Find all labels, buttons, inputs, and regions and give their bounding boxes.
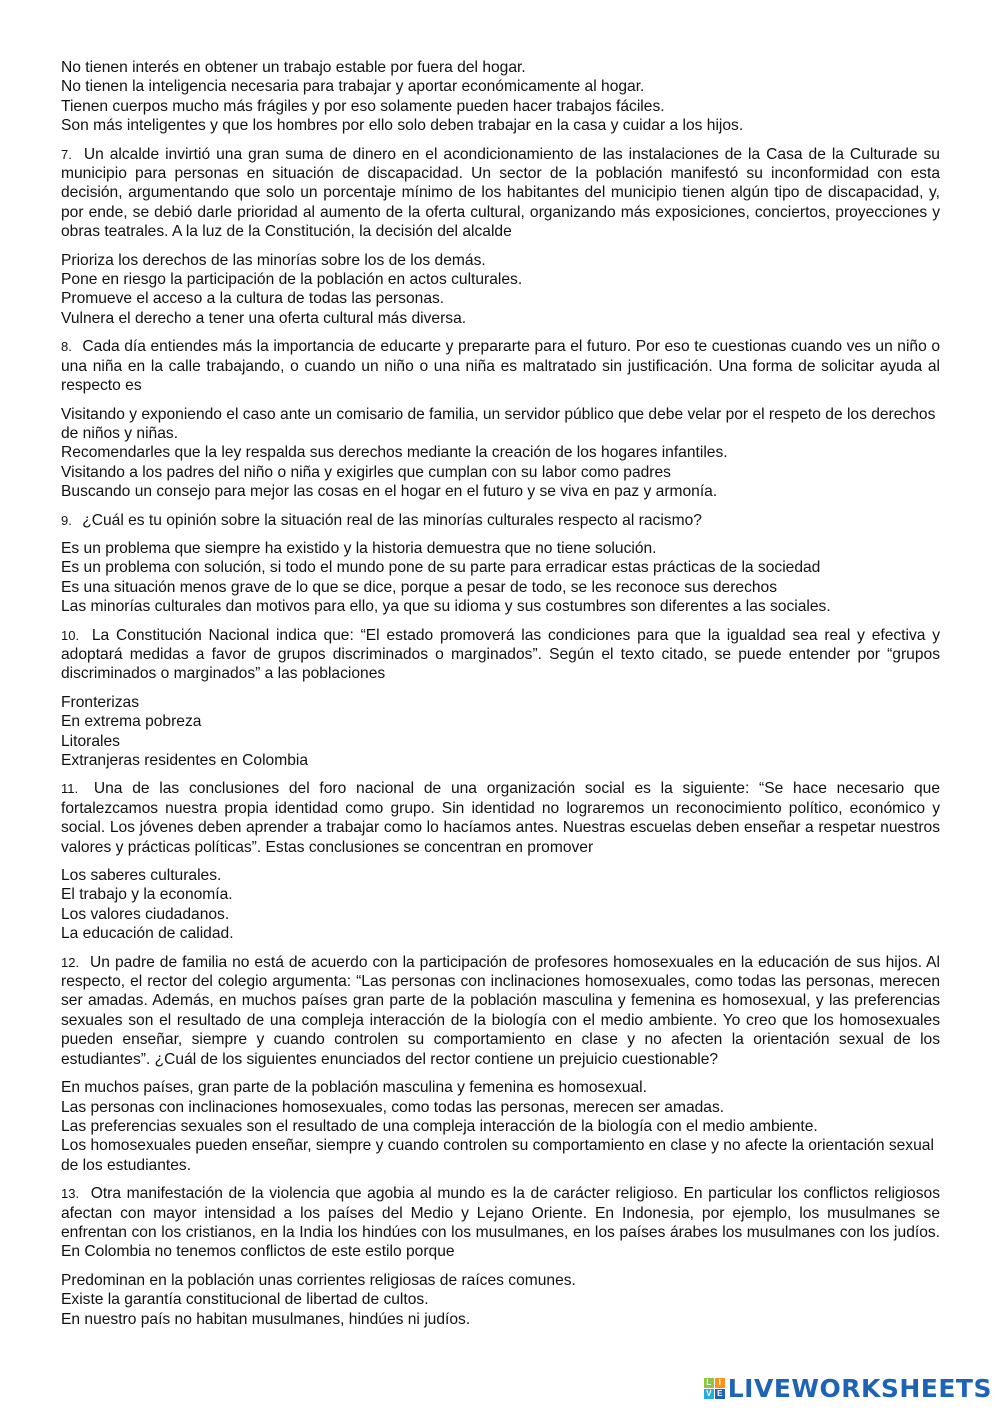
liveworksheets-logo-icon	[704, 1378, 725, 1399]
question-13-text: Otra manifestación de la violencia que agobia al mundo es la de carácter religioso. En particular los conflictos religiosos afectan con mayor intensidad a los países del Medio y Lejano Oriente. En Indonesia, por ejemplo, los musulmanes se enfrentan con los cristianos, en la India los hindúes con los musulmanes, en los países árabes los musulmanes con los judíos. En Colombia no tenemos conflictos de este estilo porque	[61, 1185, 940, 1261]
question-12	[61, 953, 940, 1069]
option-13-1: Predominan en la población unas corrientes religiosas de raíces comunes.	[61, 1271, 576, 1289]
option-intro-4: Son más inteligentes y que los hombres por ello solo deben trabajar en la casa y cuidar a los hijos.	[61, 117, 744, 135]
question-12-options	[61, 1078, 940, 1175]
question-11-text: Una de las conclusiones del foro nacional de una organización social es la siguiente: “Se hace necesario que fortalezcamos nuestra propia identidad como grupo. Sin identidad no lograremos un reconocimiento político, económico y social. Los jóvenes deben aprender a trabajar como lo hacíamos antes. Nuestras escuelas deben enseñar a respetar nuestros valores y prácticas políticas”. Estas conclusiones se concentran en promover	[61, 780, 940, 856]
option-12-1: En muchos países, gran parte de la población masculina y femenina es homosexual.	[61, 1079, 647, 1097]
question-13-options	[61, 1271, 940, 1329]
option-11-2: El trabajo y la economía.	[61, 886, 233, 904]
question-12-text: Un padre de familia no está de acuerdo con la participación de profesores homosexuales en la educación de sus hijos. Al respecto, el rector del colegio argumenta: “Las personas con inclinaciones homosexuales, como todas las personas, merecen ser amadas. Además, en muchos países gran parte de la población masculina y femenina es homosexual, y las preferencias sexuales son el resultado de una compleja interacción de la biología con el medio ambiente. Yo creo que los homosexuales pueden enseñar, siempre y cuando controlen su comportamiento en clase y no afecten la orientación sexual de los estudiantes”. ¿Cuál de los siguientes enunciados del rector contiene un prejuicio cuestionable?	[61, 953, 940, 1068]
logo-tile: V	[704, 1389, 714, 1399]
option-7-3: Promueve el acceso a la cultura de todas las personas.	[61, 290, 445, 308]
question-7-text: Un alcalde invirtió una gran suma de dinero en el acondicionamiento de las instalaciones de la Casa de la Culturade su municipio para personas en situación de discapacidad. Un sector de la población manifestó su inconformidad con esta decisión, argumentando que solo un porcentaje mínimo de los habitantes del municipio tienen algún tipo de discapacidad, y, por ende, se debió darle prioridad al aumento de la oferta cultural, organizando más exposiciones, conciertos, proyecciones y obras teatrales. A la luz de la Constitución, la decisión del alcalde	[61, 145, 940, 241]
question-13-number: 13.	[61, 1186, 80, 1202]
question-9-number: 9.	[61, 512, 72, 528]
option-7-2: Pone en riesgo la participación de la población en actos culturales.	[61, 271, 523, 289]
question-12-number: 12.	[61, 954, 80, 970]
question-8-text: Cada día entiendes más la importancia de educarte y prepararte para el futuro. Por eso te cuestionas cuando ves un niño o una niña en la calle trabajando, o cuando un niño o una niña es maltratado sin justificación. Una forma de solicitar ayuda al respecto es	[61, 338, 940, 395]
question-9-text: ¿Cuál es tu opinión sobre la situación real de las minorías culturales respecto al racismo?	[82, 511, 702, 529]
option-8-1: Visitando y exponiendo el caso ante un comisario de familia, un servidor público que debe velar por el respeto de los derechos de niños y niñas.	[61, 405, 936, 442]
option-intro-2: No tienen la inteligencia necesaria para trabajar y aportar económicamente al hogar.	[61, 78, 645, 96]
question-7-number: 7.	[61, 146, 72, 162]
option-12-3: Las preferencias sexuales son el resultado de una compleja interacción de la biología con el medio ambiente.	[61, 1117, 818, 1135]
option-8-3: Visitando a los padres del niño o niña y exigirles que cumplan con su labor como padres	[61, 463, 671, 481]
option-8-4: Buscando un consejo para mejor las cosas en el hogar en el futuro y se viva en paz y armonía.	[61, 483, 718, 501]
question-8	[61, 337, 940, 395]
question-8-options	[61, 405, 940, 502]
option-9-1: Es un problema que siempre ha existido y la historia demuestra que no tiene solución.	[61, 539, 657, 557]
question-11-number: 11.	[61, 781, 79, 797]
option-13-3: En nuestro país no habitan musulmanes, hindúes ni judíos.	[61, 1310, 471, 1328]
logo-tile: I	[715, 1378, 725, 1388]
option-11-1: Los saberes culturales.	[61, 867, 222, 885]
question-10-number: 10.	[61, 627, 80, 643]
logo-tile: L	[704, 1378, 714, 1388]
question-10	[61, 626, 940, 684]
option-10-3: Litorales	[61, 732, 120, 750]
worksheet-content	[61, 58, 940, 1329]
option-9-3: Es una situación menos grave de lo que se dice, porque a pesar de todo, se les reconoce sus derechos	[61, 578, 778, 596]
question-13	[61, 1184, 940, 1262]
option-10-4: Extranjeras residentes en Colombia	[61, 752, 309, 769]
question-8-number: 8.	[61, 339, 72, 355]
option-8-2: Recomendarles que la ley respalda sus derechos mediante la creación de los hogares infantiles.	[61, 444, 728, 462]
option-13-2: Existe la garantía constitucional de libertad de cultos.	[61, 1291, 429, 1309]
option-10-1: Fronterizas	[61, 693, 139, 711]
question-7-options	[61, 251, 940, 329]
brand-name: LIVEWORKSHEETS	[727, 1374, 992, 1403]
option-7-4: Vulnera el derecho a tener una oferta cultural más diversa.	[61, 309, 467, 327]
option-11-3: Los valores ciudadanos.	[61, 905, 230, 923]
question-11-options	[61, 866, 940, 944]
option-intro-1: No tienen interés en obtener un trabajo estable por fuera del hogar.	[61, 59, 526, 76]
liveworksheets-brand	[704, 1374, 992, 1403]
logo-tile: E	[715, 1389, 725, 1399]
question-7	[61, 145, 940, 242]
question-9-options	[61, 539, 940, 617]
option-12-2: Las personas con inclinaciones homosexuales, como todas las personas, merecen ser amadas.	[61, 1098, 725, 1116]
option-9-2: Es un problema con solución, si todo el mundo pone de su parte para erradicar estas prácticas de la sociedad	[61, 559, 821, 577]
question-11	[61, 779, 940, 857]
option-7-1: Prioriza los derechos de las minorías sobre los de los demás.	[61, 251, 486, 269]
question-10-options	[61, 693, 940, 771]
option-11-4: La educación de calidad.	[61, 925, 234, 943]
option-10-2: En extrema pobreza	[61, 713, 202, 731]
question-10-text: La Constitución Nacional indica que: “El estado promoverá las condiciones para que la igualdad sea real y efectiva y adoptará medidas a favor de grupos discriminados o marginados”. Según el texto citado, se puede entender por “grupos discriminados o marginados” a las poblaciones	[61, 626, 940, 683]
intro-options	[61, 58, 940, 136]
option-intro-3: Tienen cuerpos mucho más frágiles y por eso solamente pueden hacer trabajos fáciles.	[61, 97, 665, 115]
option-9-4: Las minorías culturales dan motivos para ello, ya que su idioma y sus costumbres son diferentes a las sociales.	[61, 598, 831, 616]
option-12-4: Los homosexuales pueden enseñar, siempre y cuando controlen su comportamiento en clase y no afecte la orientación sexual de los estudiantes.	[61, 1137, 934, 1174]
question-9	[61, 511, 940, 530]
